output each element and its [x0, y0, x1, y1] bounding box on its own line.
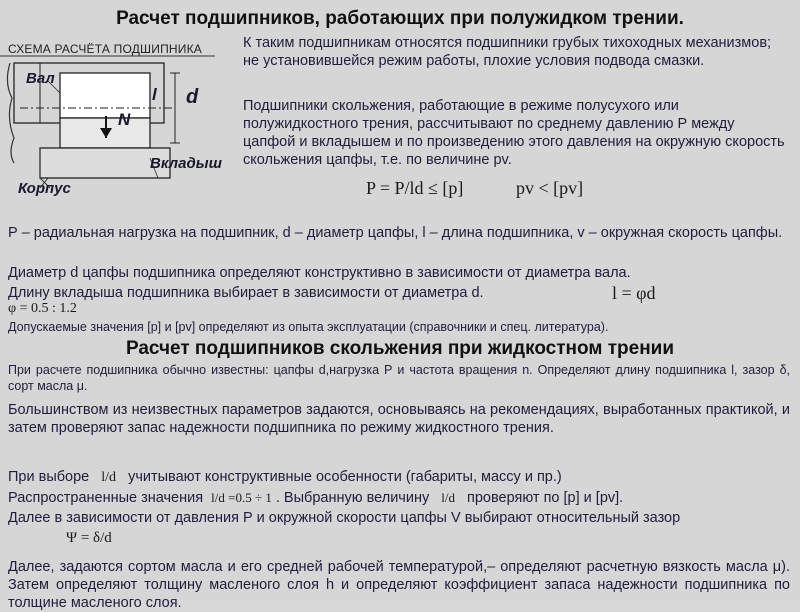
formula-l-phi-d: l = φd [612, 283, 656, 303]
section-title: Расчет подшипников скольжения при жидкостном трении [125, 338, 675, 359]
formula-ratio-values: l/d =0.5 ÷ 1 [211, 490, 272, 505]
slide-title: Расчет подшипников, работающих при полужидком трении. [116, 8, 684, 29]
para-4: Диаметр d цапфы подшипника определяют конструктивно в зависимости от диаметра вала. [8, 265, 631, 281]
formula-phi-range: φ = 0.5 : 1.2 [8, 301, 77, 316]
para-10-d: проверяют по [p] и [pv]. [467, 490, 624, 506]
para-10-a: Распространенные значения [8, 490, 204, 506]
formula-l-over-d-chosen: l/d [441, 490, 455, 505]
para-12: Далее, задаются сортом масла и его средней рабочей температурой,– определяют расчетную вязкость масла μ). Затем определяют толщину масленого слоя h и определяют коэффициент запаса надежности подшипника по толщине масленого слоя. [8, 559, 790, 611]
para-3: Р – радиальная нагрузка на подшипник, d – диаметр цапфы, l – длина подшипника, v – окружная скорость цапфы. [8, 225, 783, 241]
formula-pv: pv < [pv] [516, 178, 584, 198]
para-9 [8, 468, 790, 487]
para-11: Далее в зависимости от давления Р и окружной скорости цапфы V выбирают относительный зазор [8, 510, 681, 526]
para-6: Допускаемые значения [p] и [pv] определяют из опыта эксплуатации (справочники и спец. литература). [8, 320, 609, 334]
formula-psi: Ψ = δ/d [66, 530, 112, 546]
formula-l-over-d-inline: l/d [101, 470, 117, 485]
label-N: N [118, 110, 131, 129]
para-10-c: . Выбранную величину [275, 490, 430, 506]
schema-title: СХЕМА РАСЧЁТА ПОДШИПНИКА [8, 42, 202, 56]
para-7: При расчете подшипника обычно известны: цапфы d,нагрузка Р и частота вращения n. Определяют длину подшипника l, зазор δ, сорт масла μ. [8, 363, 790, 393]
shaft-break-line [7, 63, 14, 163]
label-l: l [152, 85, 157, 104]
para-10 [8, 489, 790, 507]
para-2: Подшипники скольжения, работающие в режиме полусухого или полужидкостного трения, рассчитывают по среднему давлению Р между цапфой и вкладышем и по произведению этого давления на окружную скорость скольжения цапфы, т.е. по величине pv. [243, 98, 785, 168]
formula-p: P = P/ld ≤ [p] [366, 178, 464, 198]
para-1: К таким подшипникам относятся подшипники грубых тихоходных механизмов; не установившейся режим работы, плохие условия подвода смазки. [243, 35, 772, 69]
para-9-start: При выборе [8, 469, 90, 485]
para-9-end: учитывают конструктивные особенности (габариты, массу и пр.) [128, 469, 562, 485]
para-8: Большинством из неизвестных параметров задаются, основываясь на рекомендациях, выработанных практикой, и затем проверяют запас надежности подшипника по режиму жидкостного трения. [8, 402, 790, 436]
label-vkladysh: Вкладыш [150, 155, 222, 172]
label-d: d [186, 86, 199, 108]
label-korpus: Корпус [18, 180, 71, 197]
ratio-range: =0.5 ÷ 1 [228, 490, 272, 505]
journal-rect [60, 73, 150, 118]
label-val: Вал [26, 70, 55, 87]
para-5: Длину вкладыша подшипника выбирает в зависимости от диаметра d. [8, 285, 484, 301]
